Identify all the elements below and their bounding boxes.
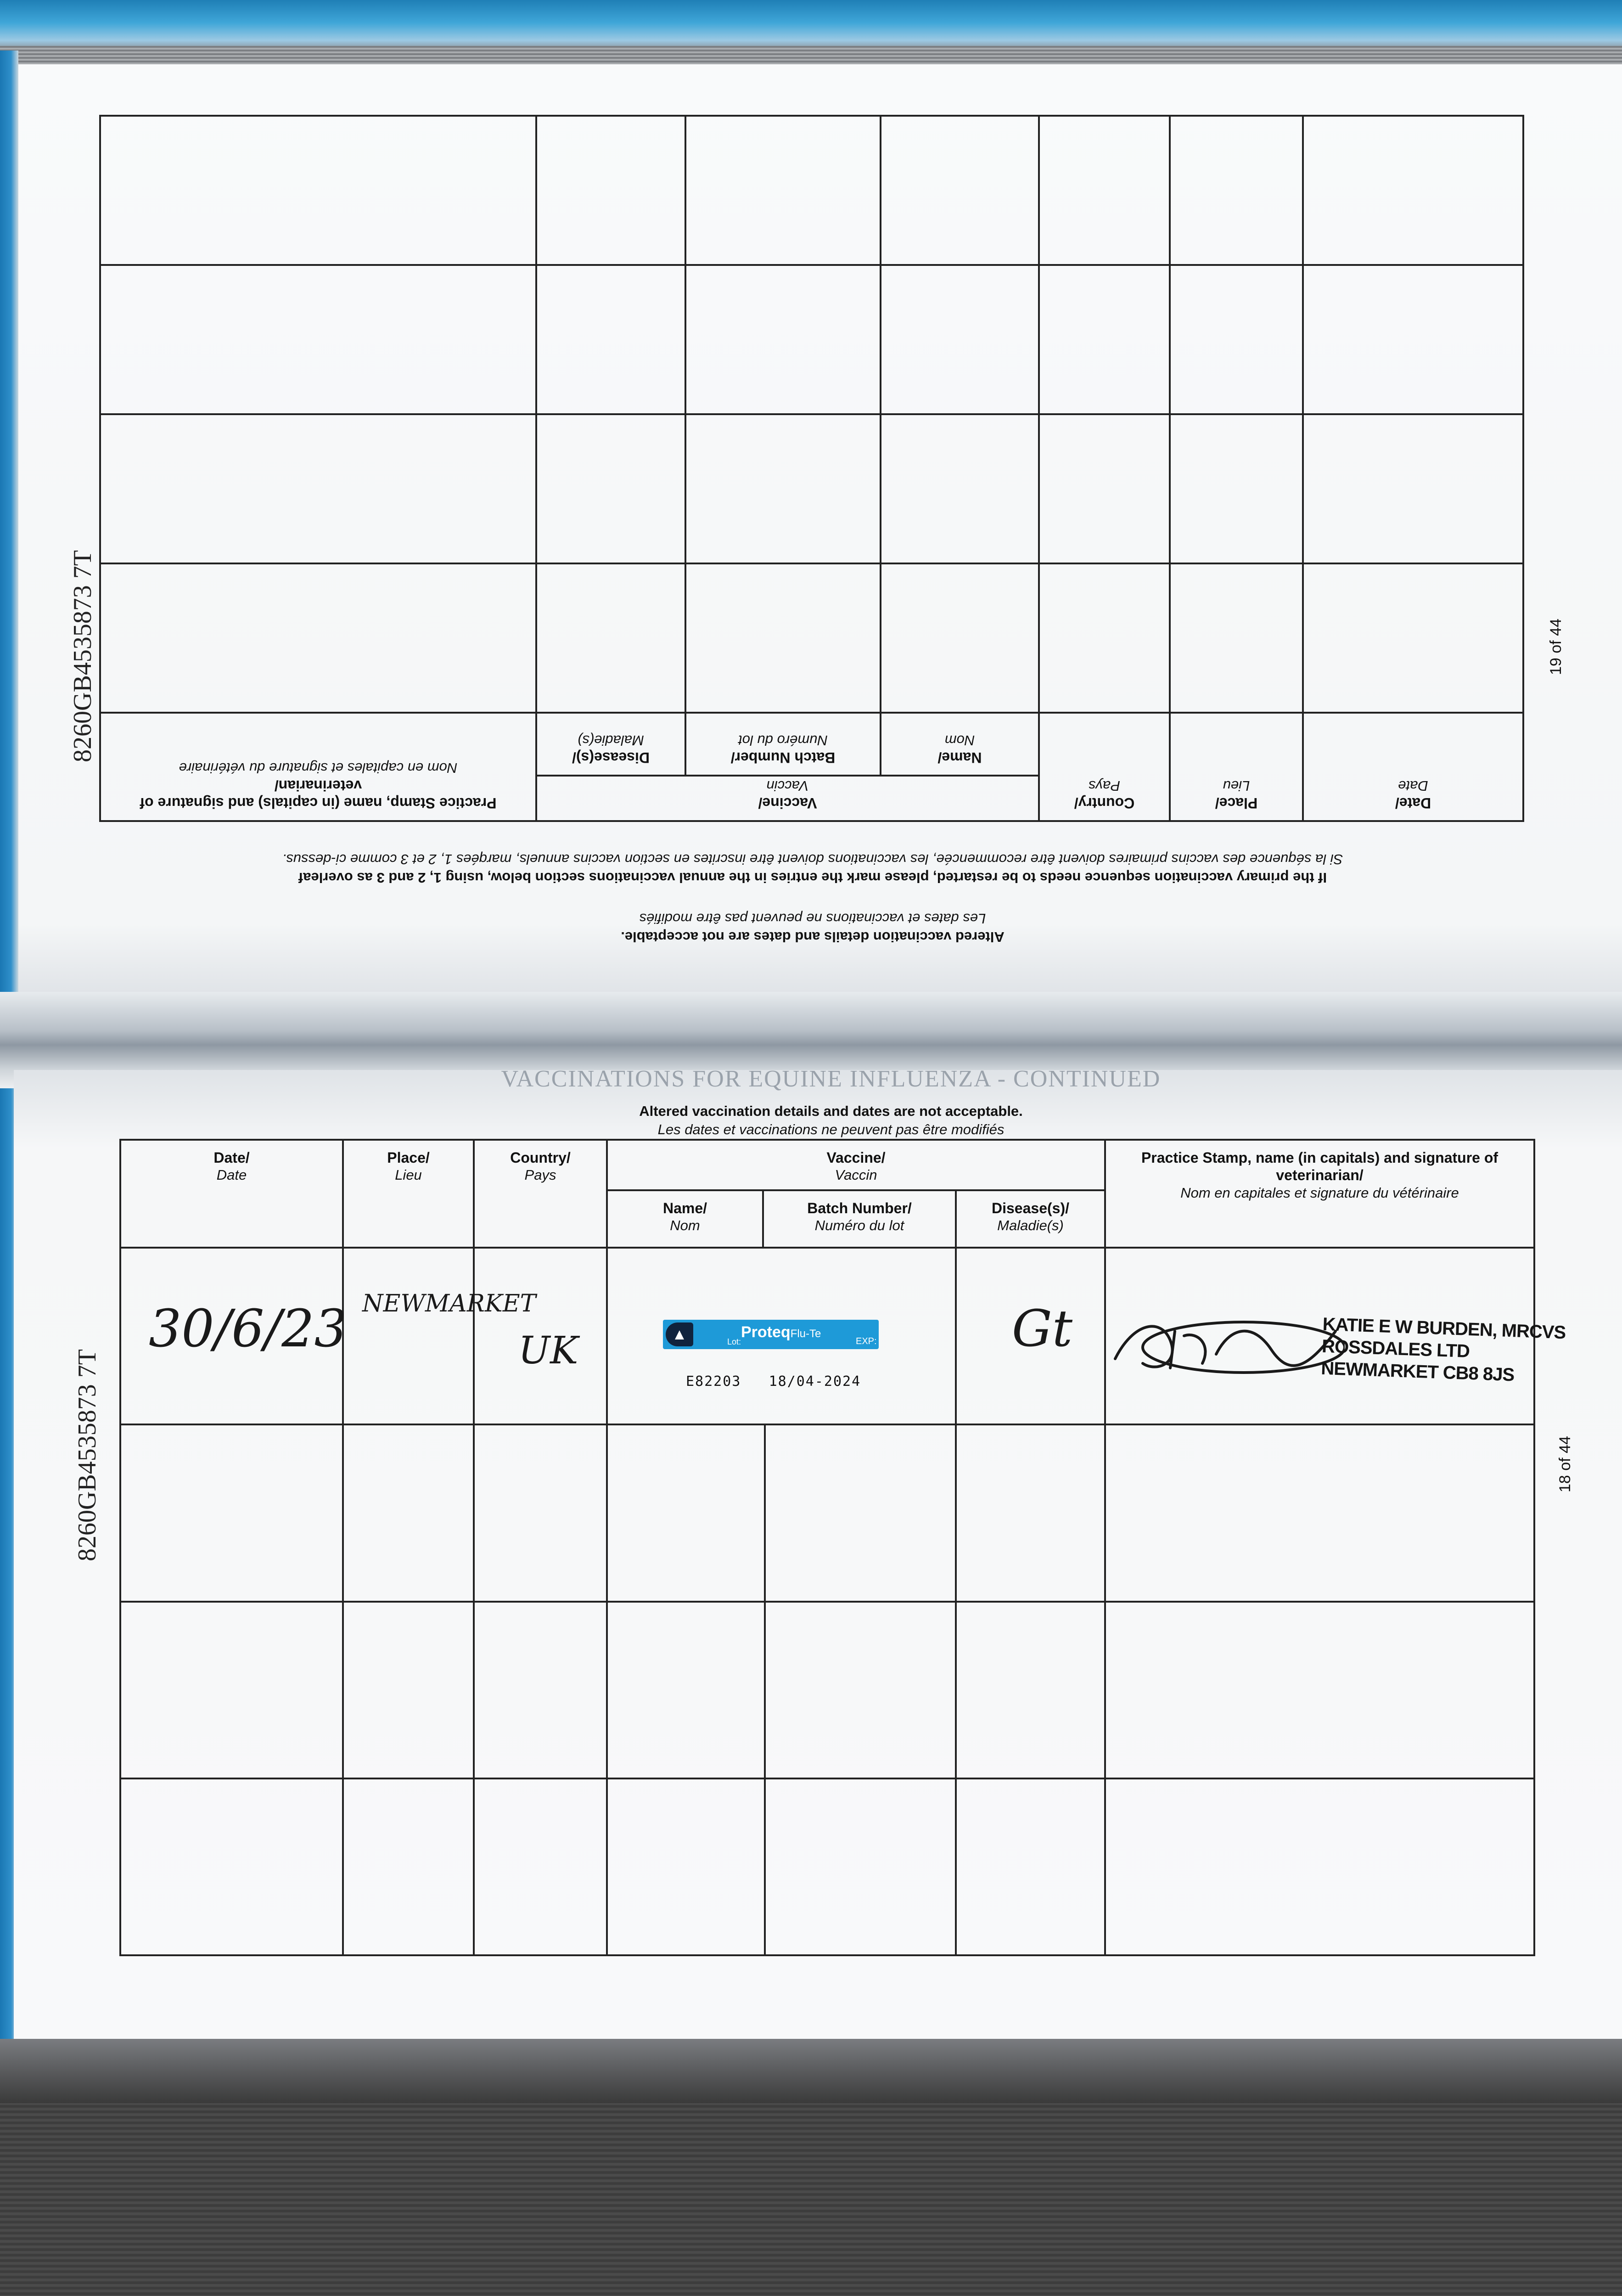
header-name: Name/ Nom — [881, 713, 1039, 776]
lower-note-altered-en: Altered vaccination details and dates are not acceptable. — [639, 1103, 1023, 1119]
vaccination-entry-row — [120, 1248, 1534, 1424]
sticker-lot-label: Lot: — [727, 1337, 741, 1347]
header-stamp: Practice Stamp, name (in capitals) and signature of veterinarian/ Nom en capitales et signature du vétérinaire — [1105, 1140, 1534, 1248]
sticker-exp-label: EXP: — [856, 1336, 877, 1347]
table-row — [120, 1424, 1534, 1601]
vaccine-logo-icon: ▲ — [666, 1322, 693, 1346]
practice-stamp — [1321, 1313, 1566, 1388]
page-number-upper: 19 of 44 — [1547, 619, 1565, 675]
header-place: Place/ Lieu — [343, 1140, 474, 1248]
table-row — [100, 116, 1523, 265]
upper-note-restart-en: If the primary vaccination sequence needs to be restarted, please mark the entries in the annual vaccinations section below, using 1, 2 and 3 as overleaf — [298, 870, 1327, 886]
lower-note-altered-fr: Les dates et vaccinations ne peuvent pas être modifiés — [657, 1121, 1005, 1138]
cover-edge — [0, 0, 1622, 51]
entry-vaccine-cell — [607, 1248, 956, 1424]
upper-page-content — [101, 133, 1524, 946]
veterinarian-signature — [1106, 1304, 1345, 1386]
entry-place-cell — [343, 1248, 536, 1424]
header-date: Date/ Date — [1303, 713, 1523, 821]
table-row — [100, 414, 1523, 563]
passport-id-upper: 8260GB4535873 7T — [68, 550, 97, 762]
header-disease: Disease(s)/ Maladie(s) — [956, 1190, 1105, 1248]
section-title: VACCINATIONS FOR EQUINE INFLUENZA - CONTINUED — [501, 1066, 1161, 1092]
batch-number: E82203 — [686, 1373, 741, 1390]
stamp-line-address: NEWMARKET CB8 8JS — [1320, 1358, 1515, 1385]
entry-disease-cell — [956, 1248, 1105, 1424]
upper-notes — [101, 850, 1524, 946]
lower-notes — [124, 1102, 1538, 1139]
entry-country-cell — [474, 1248, 607, 1424]
header-batch: Batch Number/ Numéro du lot — [763, 1190, 956, 1248]
header-name: Name/ Nom — [607, 1190, 763, 1248]
vaccine-name: Proteq — [741, 1323, 791, 1341]
upper-note-altered-fr: Les dates et vaccinations ne peuvent pas être modifiés — [639, 910, 986, 927]
stamp-line-practice: ROSSDALES LTD — [1321, 1336, 1470, 1362]
header-batch: Batch Number/ Numéro du lot — [685, 713, 881, 776]
entry-date: 30/6/23 — [149, 1299, 347, 1359]
upper-note-altered-en: Altered vaccination details and dates are not acceptable. — [621, 929, 1005, 945]
header-vaccine: Vaccine/ Vaccin — [607, 1140, 1105, 1190]
header-country: Country/ Pays — [1039, 713, 1170, 821]
batch-and-expiry — [686, 1373, 861, 1390]
vaccine-variant: Flu-Te — [790, 1328, 821, 1340]
stamp-line-vet: KATIE E W BURDEN, MRCVS — [1322, 1314, 1566, 1343]
header-country: Country/ Pays — [474, 1140, 607, 1248]
table-row — [100, 563, 1523, 713]
entry-country: UK — [518, 1329, 578, 1373]
entry-date-cell — [120, 1248, 347, 1424]
table-row — [120, 1602, 1534, 1778]
header-vaccine: Vaccine/ Vaccin — [536, 776, 1039, 821]
header-disease: Disease(s)/ Maladie(s) — [536, 713, 685, 776]
vaccine-sticker — [663, 1320, 879, 1356]
entry-place: NEWMARKET — [362, 1290, 536, 1318]
passport-id-lower: 8260GB4535873 7T — [73, 1349, 101, 1561]
entry-stamp-cell — [1105, 1248, 1566, 1424]
header-place: Place/ Lieu — [1170, 713, 1303, 821]
table-row — [120, 1778, 1534, 1955]
header-stamp: Practice Stamp, name (in capitals) and signature of veterinarian/ Nom en capitales et signature du vétérinaire — [100, 713, 536, 821]
page-number-lower: 18 of 44 — [1556, 1436, 1574, 1492]
expiry-date: 18/04-2024 — [769, 1373, 861, 1390]
entry-disease: Gt — [1012, 1299, 1073, 1358]
upper-note-restart-fr: Si la séquence des vaccins primaires doivent être recommencée, les vaccinations doivent être inscrites en section vaccins annuels, marqées 1, 2 et 3 comme ci-dessus. — [282, 851, 1343, 868]
page-edge-shadow — [0, 2039, 1622, 2103]
header-date: Date/ Date — [120, 1140, 343, 1248]
upper-vaccination-table — [99, 115, 1524, 822]
table-row — [100, 265, 1523, 414]
